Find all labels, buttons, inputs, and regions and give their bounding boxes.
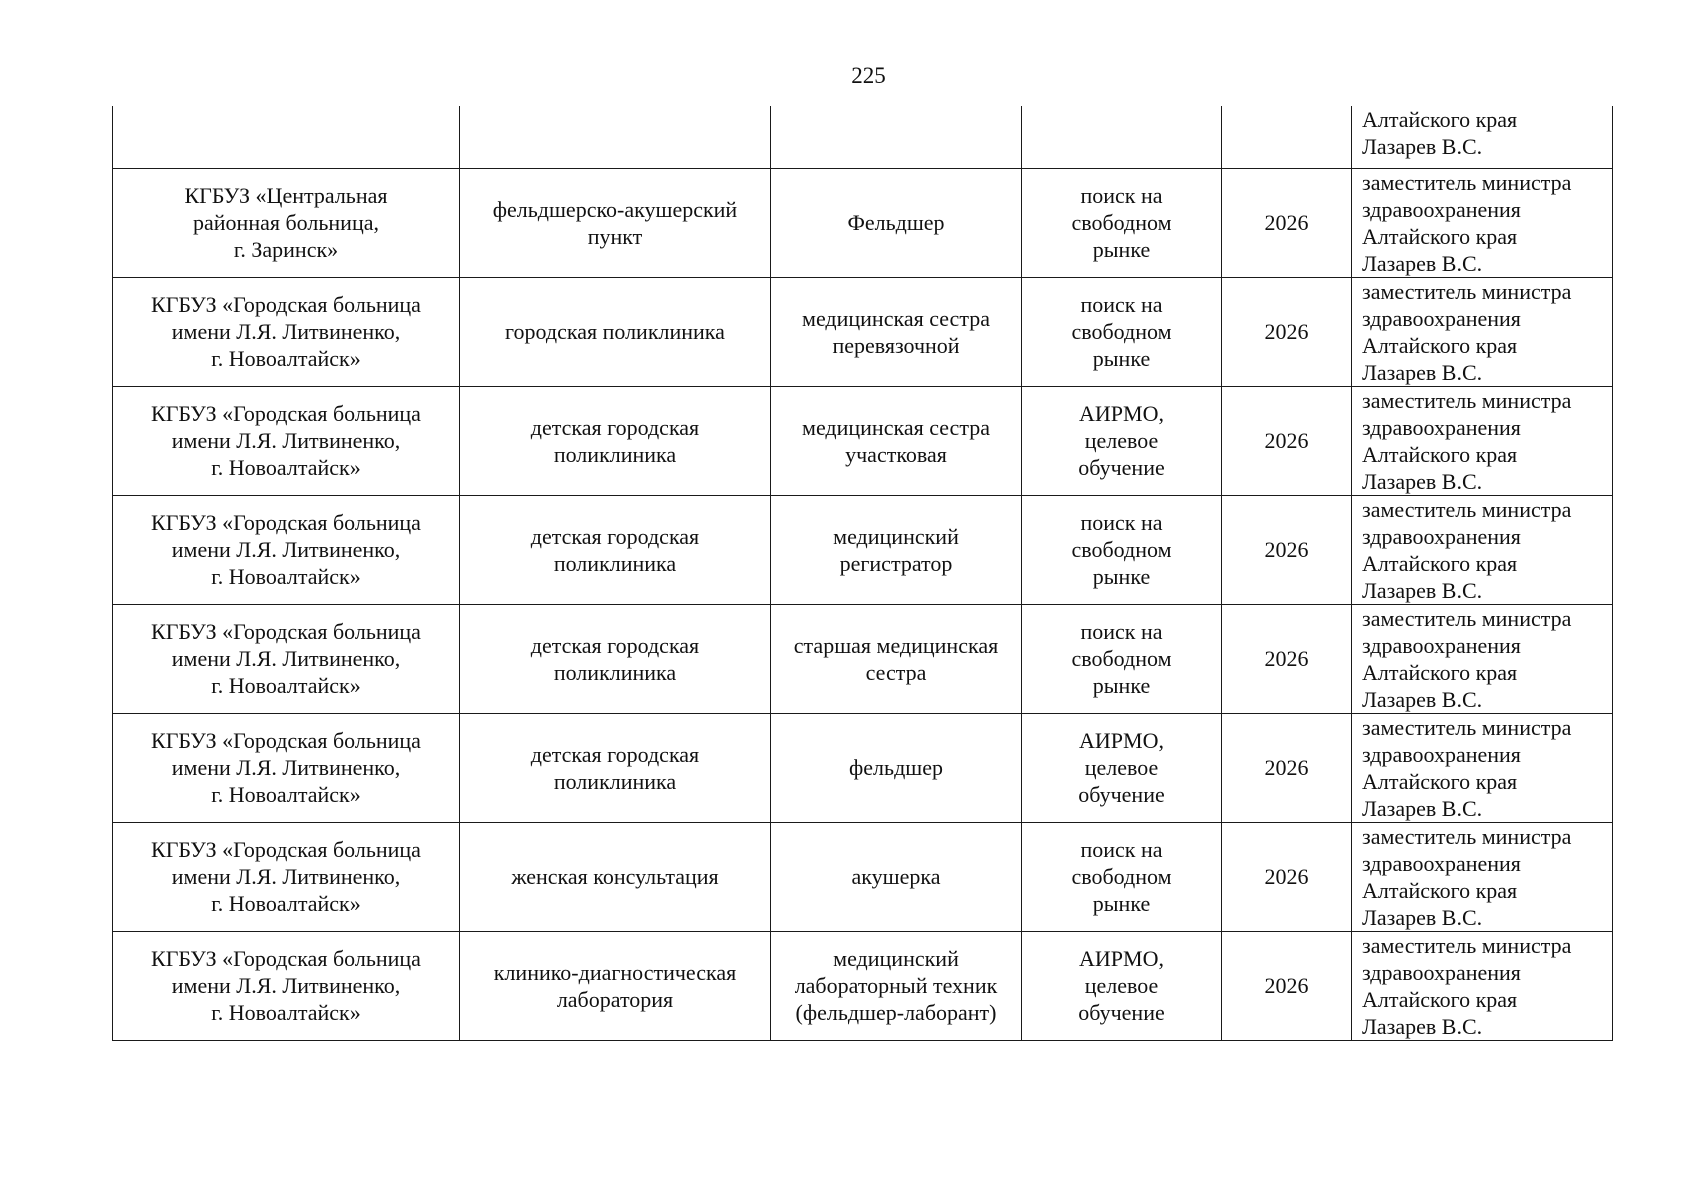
- organization-cell: [113, 822, 460, 931]
- organization-line: имени Л.Я. Литвиненко,: [171, 973, 401, 998]
- organization-line: г. Новоалтайск»: [211, 346, 361, 371]
- organization-line: КГБУЗ «Городская больница: [151, 292, 421, 317]
- position-cell: [771, 931, 1022, 1040]
- organization-line: КГБУЗ «Городская больница: [151, 837, 421, 862]
- organization-line: КГБУЗ «Городская больница: [151, 946, 421, 971]
- method-line: АИРМО,: [1079, 401, 1164, 426]
- position-cell: [771, 822, 1022, 931]
- official-line: Лазарев В.С.: [1362, 686, 1483, 712]
- subdivision-cell: [460, 713, 771, 822]
- official-line: здравоохранения: [1362, 523, 1521, 549]
- position-cell: [771, 168, 1022, 277]
- organization-line: имени Л.Я. Литвиненко,: [171, 864, 401, 889]
- method-line: рынке: [1092, 237, 1151, 262]
- organization-cell: [113, 106, 460, 168]
- official-line: Алтайского края: [1362, 550, 1518, 576]
- subdivision-cell: [460, 931, 771, 1040]
- organization-line: г. Новоалтайск»: [211, 673, 361, 698]
- table-row: [113, 495, 1613, 604]
- subdivision-cell: [460, 386, 771, 495]
- official-line: Алтайского края: [1362, 441, 1518, 467]
- year-cell: 2026: [1222, 931, 1352, 1040]
- subdivision-line: детская городская: [530, 741, 700, 767]
- position-line: лабораторный техник: [794, 973, 998, 998]
- subdivision-line: детская городская: [530, 632, 700, 658]
- official-line: Лазарев В.С.: [1362, 904, 1483, 930]
- year-cell: 2026: [1222, 386, 1352, 495]
- method-line: целевое: [1084, 428, 1159, 453]
- method-line: свободном: [1071, 319, 1172, 344]
- official-line: Лазарев В.С.: [1362, 577, 1483, 603]
- table-row: [113, 386, 1613, 495]
- method-line: рынке: [1092, 564, 1151, 589]
- position-cell: [771, 277, 1022, 386]
- official-line: Лазарев В.С.: [1362, 468, 1483, 494]
- method-line: целевое: [1084, 973, 1159, 998]
- subdivision-cell: [460, 277, 771, 386]
- official-line: здравоохранения: [1362, 414, 1521, 440]
- official-cell: [1352, 277, 1613, 386]
- organization-cell: [113, 604, 460, 713]
- official-line: заместитель министра: [1362, 169, 1572, 195]
- official-line: Алтайского края: [1362, 659, 1518, 685]
- position-line: сестра: [865, 659, 927, 685]
- official-cell: [1352, 168, 1613, 277]
- subdivision-line: поликлиника: [553, 659, 677, 685]
- official-line: здравоохранения: [1362, 741, 1521, 767]
- method-line: АИРМО,: [1079, 728, 1164, 753]
- organization-line: имени Л.Я. Литвиненко,: [171, 755, 401, 780]
- method-line: поиск на: [1080, 292, 1163, 317]
- position-cell: [771, 604, 1022, 713]
- organization-line: имени Л.Я. Литвиненко,: [171, 428, 401, 453]
- position-line: медицинский: [833, 523, 959, 549]
- table-container: [112, 106, 1613, 1041]
- subdivision-line: городская поликлиника: [505, 319, 725, 344]
- year-cell: 2026: [1222, 495, 1352, 604]
- position-cell: [771, 106, 1022, 168]
- subdivision-cell: [460, 106, 771, 168]
- official-line: здравоохранения: [1362, 959, 1521, 985]
- organization-line: КГБУЗ «Городская больница: [151, 510, 421, 535]
- official-line: здравоохранения: [1362, 632, 1521, 658]
- official-cell: [1352, 495, 1613, 604]
- official-cell: [1352, 106, 1613, 168]
- year-cell: 2026: [1222, 713, 1352, 822]
- table-row: [113, 168, 1613, 277]
- position-line: акушерка: [851, 864, 941, 889]
- organization-line: районная больница,: [193, 210, 379, 235]
- year-cell: [1222, 106, 1352, 168]
- method-line: рынке: [1092, 891, 1151, 916]
- method-line: свободном: [1071, 210, 1172, 235]
- method-line: рынке: [1092, 673, 1151, 698]
- official-line: заместитель министра: [1362, 496, 1572, 522]
- year-cell: 2026: [1222, 604, 1352, 713]
- organization-cell: [113, 277, 460, 386]
- organization-line: КГБУЗ «Городская больница: [151, 619, 421, 644]
- subdivision-line: пункт: [587, 223, 643, 249]
- official-line: Алтайского края: [1362, 107, 1518, 132]
- official-line: Алтайского края: [1362, 332, 1518, 358]
- continued-row: [113, 106, 1613, 168]
- official-line: Алтайского края: [1362, 223, 1518, 249]
- subdivision-cell: [460, 495, 771, 604]
- official-line: здравоохранения: [1362, 196, 1521, 222]
- table-row: [113, 822, 1613, 931]
- organization-cell: [113, 386, 460, 495]
- method-line: поиск на: [1080, 619, 1163, 644]
- official-line: Алтайского края: [1362, 877, 1518, 903]
- organization-line: г. Новоалтайск»: [211, 564, 361, 589]
- table-row: [113, 713, 1613, 822]
- organization-line: г. Новоалтайск»: [211, 1000, 361, 1025]
- method-cell: [1022, 931, 1222, 1040]
- table-row: [113, 604, 1613, 713]
- position-cell: [771, 386, 1022, 495]
- position-cell: [771, 713, 1022, 822]
- subdivision-line: детская городская: [530, 523, 700, 549]
- organization-line: имени Л.Я. Литвиненко,: [171, 319, 401, 344]
- official-line: Лазарев В.С.: [1362, 1013, 1483, 1039]
- official-line: заместитель министра: [1362, 387, 1572, 413]
- year-cell: 2026: [1222, 822, 1352, 931]
- organization-line: г. Заринск»: [233, 237, 339, 262]
- subdivision-line: фельдшерско-акушерский: [492, 196, 738, 222]
- organization-cell: [113, 495, 460, 604]
- table-row: [113, 931, 1613, 1040]
- organization-line: КГБУЗ «Городская больница: [151, 401, 421, 426]
- official-line: заместитель министра: [1362, 278, 1572, 304]
- position-cell: [771, 495, 1022, 604]
- subdivision-line: поликлиника: [553, 550, 677, 576]
- official-cell: [1352, 604, 1613, 713]
- position-line: медицинский: [833, 946, 959, 971]
- method-line: поиск на: [1080, 183, 1163, 208]
- subdivision-cell: [460, 822, 771, 931]
- position-line: медицинская сестра: [802, 414, 990, 440]
- subdivision-line: женская консультация: [511, 864, 719, 889]
- official-line: заместитель министра: [1362, 605, 1572, 631]
- method-line: свободном: [1071, 646, 1172, 671]
- method-line: свободном: [1071, 537, 1172, 562]
- position-line: (фельдшер-лаборант): [795, 1000, 997, 1025]
- official-line: заместитель министра: [1362, 714, 1572, 740]
- subdivision-line: поликлиника: [553, 768, 677, 794]
- staffing-table: [112, 106, 1613, 1041]
- subdivision-cell: [460, 604, 771, 713]
- subdivision-line: клинико-диагностическая: [493, 959, 737, 985]
- year-cell: 2026: [1222, 168, 1352, 277]
- position-line: старшая медицинская: [793, 632, 999, 658]
- official-line: Лазарев В.С.: [1362, 795, 1483, 821]
- method-line: целевое: [1084, 755, 1159, 780]
- organization-line: г. Новоалтайск»: [211, 782, 361, 807]
- official-cell: [1352, 713, 1613, 822]
- method-line: рынке: [1092, 346, 1151, 371]
- method-cell: [1022, 822, 1222, 931]
- official-cell: [1352, 386, 1613, 495]
- table-row: [113, 277, 1613, 386]
- organization-line: КГБУЗ «Городская больница: [151, 728, 421, 753]
- organization-line: г. Новоалтайск»: [211, 455, 361, 480]
- organization-line: имени Л.Я. Литвиненко,: [171, 537, 401, 562]
- method-line: обучение: [1078, 1000, 1165, 1025]
- official-line: Алтайского края: [1362, 986, 1518, 1012]
- position-line: Фельдшер: [847, 210, 945, 235]
- organization-line: КГБУЗ «Центральная: [184, 183, 388, 208]
- subdivision-line: детская городская: [530, 414, 700, 440]
- official-line: заместитель министра: [1362, 823, 1572, 849]
- method-cell: [1022, 386, 1222, 495]
- official-line: Лазарев В.С.: [1362, 250, 1483, 276]
- official-line: здравоохранения: [1362, 305, 1521, 331]
- subdivision-line: поликлиника: [553, 441, 677, 467]
- subdivision-line: лаборатория: [556, 986, 674, 1012]
- method-line: обучение: [1078, 455, 1165, 480]
- organization-cell: [113, 713, 460, 822]
- official-line: заместитель министра: [1362, 932, 1572, 958]
- method-cell: [1022, 168, 1222, 277]
- table-body: [113, 106, 1613, 1040]
- position-line: медицинская сестра: [802, 305, 990, 331]
- organization-line: имени Л.Я. Литвиненко,: [171, 646, 401, 671]
- official-cell: [1352, 822, 1613, 931]
- organization-cell: [113, 931, 460, 1040]
- official-line: Лазарев В.С.: [1362, 359, 1483, 385]
- position-line: фельдшер: [849, 755, 943, 780]
- official-line: Алтайского края: [1362, 768, 1518, 794]
- method-line: свободном: [1071, 864, 1172, 889]
- method-cell: [1022, 277, 1222, 386]
- method-line: поиск на: [1080, 510, 1163, 535]
- method-line: АИРМО,: [1079, 946, 1164, 971]
- organization-cell: [113, 168, 460, 277]
- year-cell: 2026: [1222, 277, 1352, 386]
- page-number: 225: [851, 63, 886, 88]
- subdivision-cell: [460, 168, 771, 277]
- organization-line: г. Новоалтайск»: [211, 891, 361, 916]
- method-line: обучение: [1078, 782, 1165, 807]
- official-cell: [1352, 931, 1613, 1040]
- official-line: Лазарев В.С.: [1362, 134, 1483, 159]
- position-line: участковая: [845, 441, 947, 467]
- method-cell: [1022, 604, 1222, 713]
- position-line: регистратор: [839, 550, 953, 576]
- method-cell: [1022, 106, 1222, 168]
- method-line: поиск на: [1080, 837, 1163, 862]
- method-cell: [1022, 713, 1222, 822]
- position-line: перевязочной: [832, 332, 960, 358]
- method-cell: [1022, 495, 1222, 604]
- official-line: здравоохранения: [1362, 850, 1521, 876]
